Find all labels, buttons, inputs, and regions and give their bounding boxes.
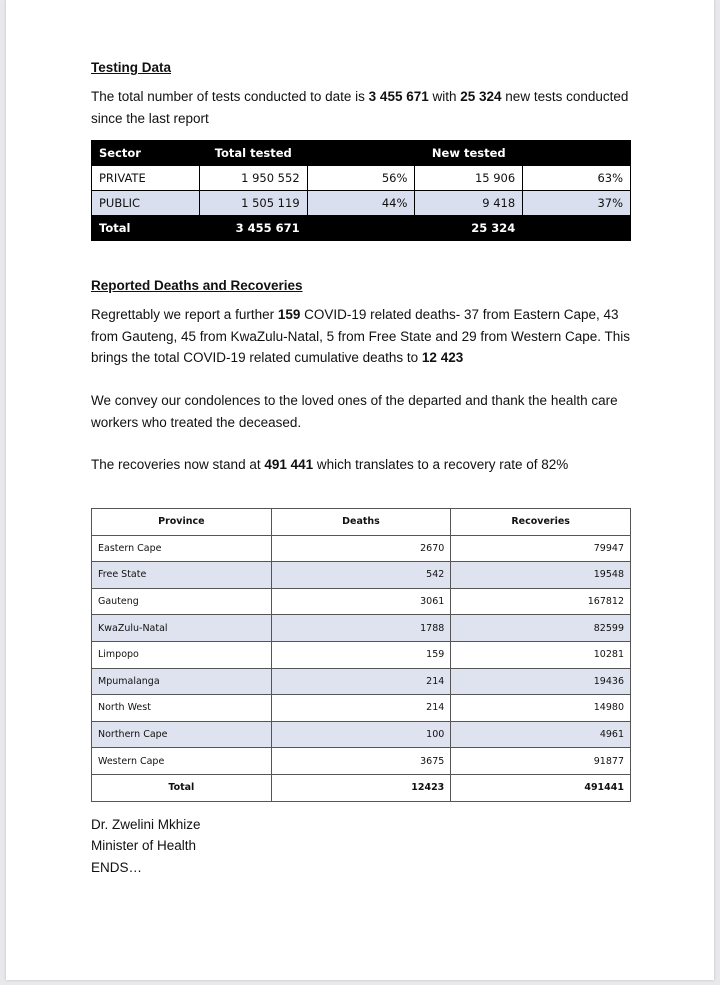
deaths-recoveries-heading: Reported Deaths and Recoveries [91, 278, 303, 293]
column-header-new-share [523, 141, 631, 166]
ends-marker: ENDS… [91, 860, 143, 875]
testing-data-heading: Testing Data [91, 60, 172, 75]
recoveries-cell: 82599 [451, 615, 631, 642]
column-header-recoveries: Recoveries [451, 509, 631, 536]
deaths-cell: 3061 [271, 588, 451, 615]
total-share-cell: 44% [307, 191, 415, 216]
testing-table-header-row [92, 141, 631, 166]
signature-title: Minister of Health [91, 838, 197, 853]
deaths-cell: 2670 [271, 535, 451, 562]
column-header-deaths: Deaths [271, 509, 451, 536]
recoveries-cell: 167812 [451, 588, 631, 615]
province-cell: Free State [92, 562, 272, 589]
table-row [92, 748, 631, 775]
deaths-cell: 159 [271, 641, 451, 668]
testing-intro-paragraph [91, 86, 631, 129]
new-tested-cell: 9 418 [415, 191, 523, 216]
recoveries-cell: 19548 [451, 562, 631, 589]
province-cell: Gauteng [92, 588, 272, 615]
table-row [92, 535, 631, 562]
total-tested-cell: 1 950 552 [199, 166, 307, 191]
province-cell: North West [92, 695, 272, 722]
province-table-header-row [92, 509, 631, 536]
deaths-text: COVID-19 related deaths- 37 from Eastern Cape, 43 from Gauteng, 45 from KwaZulu-Natal, 5 from Free State and 29 from Western Cape. This brings the total COVID-19 related cumulative deaths to [91, 307, 630, 365]
total-tested-cell: 1 505 119 [199, 191, 307, 216]
testing-intro-text: new tests conducted since the last report [91, 89, 629, 126]
new-tests-value: 25 324 [460, 89, 502, 104]
sector-cell: PRIVATE [92, 166, 200, 191]
total-label-cell: Total [92, 774, 272, 801]
recoveries-cell: 10281 [451, 641, 631, 668]
condolences-paragraph: We convey our condolences to the loved ones of the departed and thank the health care workers who treated the deceased. [91, 393, 618, 430]
total-recoveries-cell: 491441 [451, 774, 631, 801]
recoveries-cell: 19436 [451, 668, 631, 695]
testing-table [91, 140, 631, 241]
recoveries-paragraph [91, 454, 631, 476]
testing-intro-text: The total number of tests conducted to date is [91, 89, 369, 104]
total-tested-sum-cell: 3 455 671 [199, 216, 307, 241]
table-row [92, 721, 631, 748]
total-label-cell: Total [92, 216, 200, 241]
column-header-new-tested: New tested [415, 141, 523, 166]
column-header-total-share [307, 141, 415, 166]
recoveries-text: which translates to a recovery rate of 82% [313, 457, 569, 472]
total-tests-value: 3 455 671 [368, 89, 429, 104]
province-cell: KwaZulu-Natal [92, 615, 272, 642]
province-total-row [92, 774, 631, 801]
province-cell: Western Cape [92, 748, 272, 775]
total-share-cell: 56% [307, 166, 415, 191]
deaths-text: Regrettably we report a further [91, 307, 278, 322]
deaths-cell: 214 [271, 668, 451, 695]
column-header-sector: Sector [92, 141, 200, 166]
empty-cell [307, 216, 415, 241]
new-tested-sum-cell: 25 324 [415, 216, 523, 241]
sector-cell: PUBLIC [92, 191, 200, 216]
table-row [92, 191, 631, 216]
deaths-cell: 214 [271, 695, 451, 722]
recoveries-cell: 4961 [451, 721, 631, 748]
deaths-paragraph [91, 304, 631, 369]
table-row [92, 562, 631, 589]
total-deaths-cell: 12423 [271, 774, 451, 801]
empty-cell [523, 216, 631, 241]
document-page [6, 0, 714, 980]
signature-name: Dr. Zwelini Mkhize [91, 817, 201, 832]
table-row [92, 615, 631, 642]
province-table [91, 508, 631, 802]
recoveries-value: 491 441 [264, 457, 314, 472]
recoveries-cell: 91877 [451, 748, 631, 775]
recoveries-text: The recoveries now stand at [91, 457, 265, 472]
testing-intro-text: with [428, 89, 461, 104]
province-cell: Limpopo [92, 641, 272, 668]
table-row [92, 166, 631, 191]
new-share-cell: 37% [523, 191, 631, 216]
recoveries-cell: 14980 [451, 695, 631, 722]
table-row [92, 641, 631, 668]
province-cell: Mpumalanga [92, 668, 272, 695]
province-cell: Northern Cape [92, 721, 272, 748]
column-header-total-tested: Total tested [199, 141, 307, 166]
new-deaths-value: 159 [277, 307, 301, 322]
testing-total-row [92, 216, 631, 241]
table-row [92, 695, 631, 722]
recoveries-cell: 79947 [451, 535, 631, 562]
deaths-cell: 3675 [271, 748, 451, 775]
deaths-cell: 1788 [271, 615, 451, 642]
column-header-province: Province [92, 509, 272, 536]
new-share-cell: 63% [523, 166, 631, 191]
deaths-cell: 100 [271, 721, 451, 748]
table-row [92, 668, 631, 695]
province-cell: Eastern Cape [92, 535, 272, 562]
table-row [92, 588, 631, 615]
new-tested-cell: 15 906 [415, 166, 523, 191]
total-deaths-value: 12 423 [421, 350, 464, 365]
deaths-cell: 542 [271, 562, 451, 589]
